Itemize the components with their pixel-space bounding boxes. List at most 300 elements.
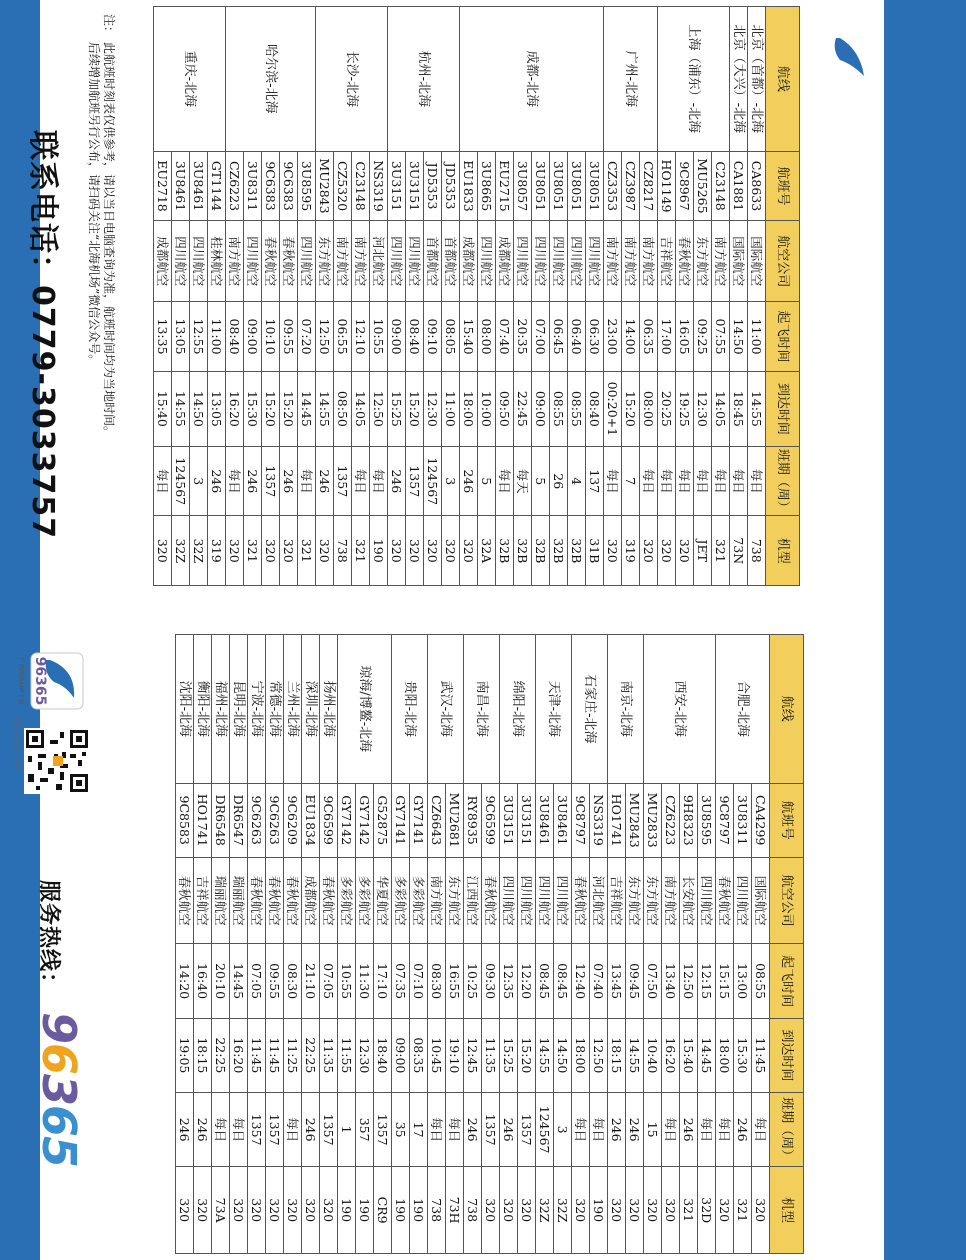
column-header: 航班号 bbox=[770, 783, 804, 857]
departure-time-cell: 10:25 bbox=[464, 944, 482, 1018]
aircraft-type-cell: 320 bbox=[316, 516, 334, 586]
arrival-time-cell: 15:20 bbox=[262, 371, 280, 446]
airline-cell: 南方航空 bbox=[226, 221, 244, 302]
aircraft-type-cell: 320 bbox=[320, 1167, 338, 1254]
airline-cell: 国际航空 bbox=[730, 221, 748, 302]
aircraft-type-cell: 320 bbox=[460, 516, 478, 586]
arrival-time-cell: 14:50 bbox=[190, 371, 208, 446]
aircraft-type-cell: 73A bbox=[212, 1167, 230, 1254]
arrival-time-cell: 08:40 bbox=[586, 371, 604, 446]
flight-number-cell: 3U8051 bbox=[568, 151, 586, 220]
arrival-time-cell: 18:15 bbox=[608, 1018, 626, 1092]
departure-time-cell: 10:55 bbox=[370, 302, 388, 371]
route-cell: 石家庄-北海 bbox=[572, 635, 608, 784]
arrival-time-cell: 18:00 bbox=[716, 1018, 734, 1092]
weekly-schedule-cell: 15 bbox=[644, 1093, 662, 1167]
airline-cell: 四川航空 bbox=[586, 221, 604, 302]
aircraft-type-cell: CR9 bbox=[374, 1167, 392, 1254]
airline-cell: 南方航空 bbox=[712, 221, 730, 302]
flight-number-cell: 9C6209 bbox=[284, 783, 302, 857]
table-row bbox=[730, 7, 748, 586]
weekly-schedule-cell: 1357 bbox=[248, 1093, 266, 1167]
flight-number-cell: CZ3353 bbox=[604, 151, 622, 220]
departure-time-cell: 23:00 bbox=[604, 302, 622, 371]
weekly-schedule-cell: 每日 bbox=[154, 447, 172, 516]
flight-number-cell: HO1149 bbox=[658, 151, 676, 220]
departure-time-cell: 08:05 bbox=[442, 302, 460, 371]
arrival-time-cell: 10:40 bbox=[644, 1018, 662, 1092]
departure-time-cell: 21:10 bbox=[302, 944, 320, 1018]
flight-number-cell: EU2718 bbox=[154, 151, 172, 220]
arrival-time-cell: 15:20 bbox=[280, 371, 298, 446]
column-header: 航空公司 bbox=[766, 221, 800, 302]
flight-number-cell: CZ6643 bbox=[428, 783, 446, 857]
route-cell: 宁波-北海 bbox=[248, 635, 266, 784]
table-row bbox=[302, 635, 320, 1254]
departure-time-cell: 20:10 bbox=[212, 944, 230, 1018]
airline-cell: 吉祥航空 bbox=[658, 221, 676, 302]
airline-cell: 春秋航空 bbox=[248, 857, 266, 944]
table-row bbox=[748, 7, 766, 586]
flight-number-cell: CZ8217 bbox=[640, 151, 658, 220]
aircraft-type-cell: 320 bbox=[644, 1167, 662, 1254]
flight-number-cell: GY7141 bbox=[410, 783, 428, 857]
flight-number-cell: 3U3151 bbox=[518, 783, 536, 857]
weekly-schedule-cell: 246 bbox=[500, 1093, 518, 1167]
flight-number-cell: C23148 bbox=[712, 151, 730, 220]
arrival-time-cell: 15:30 bbox=[244, 371, 262, 446]
table-row bbox=[284, 635, 302, 1254]
route-cell: 北京（大兴）-北海 bbox=[730, 7, 748, 152]
departure-time-cell: 13:40 bbox=[662, 944, 680, 1018]
flight-number-cell: GT1144 bbox=[208, 151, 226, 220]
airline-cell: 首都航空 bbox=[442, 221, 460, 302]
flight-number-cell: CA1881 bbox=[730, 151, 748, 220]
arrival-time-cell: 11:35 bbox=[482, 1018, 500, 1092]
departure-time-cell: 07:20 bbox=[298, 302, 316, 371]
arrival-time-cell: 18:15 bbox=[194, 1018, 212, 1092]
flight-number-cell: HO1741 bbox=[194, 783, 212, 857]
table-header-row bbox=[766, 7, 800, 586]
weekly-schedule-cell: 246 bbox=[608, 1093, 626, 1167]
flight-number-cell: 3U3151 bbox=[388, 151, 406, 220]
flight-number-cell: MU2843 bbox=[626, 783, 644, 857]
departure-time-cell: 08:55 bbox=[752, 944, 770, 1018]
aircraft-type-cell: 319 bbox=[208, 516, 226, 586]
table-row bbox=[248, 635, 266, 1254]
flight-number-cell: G52875 bbox=[374, 783, 392, 857]
weekly-schedule-cell: 每日 bbox=[640, 447, 658, 516]
app-download[interactable] bbox=[16, 652, 84, 710]
airline-cell: 南方航空 bbox=[428, 857, 446, 944]
table-row bbox=[482, 635, 500, 1254]
arrival-time-cell: 22:25 bbox=[212, 1018, 230, 1092]
column-header: 航班号 bbox=[766, 151, 800, 220]
departure-time-cell: 09:55 bbox=[280, 302, 298, 371]
arrival-time-cell: 08:50 bbox=[334, 371, 352, 446]
airline-cell: 四川航空 bbox=[518, 857, 536, 944]
departure-time-cell: 14:00 bbox=[622, 302, 640, 371]
departure-time-cell: 09:10 bbox=[424, 302, 442, 371]
departure-time-cell: 08:45 bbox=[536, 944, 554, 1018]
departure-time-cell: 11:00 bbox=[208, 302, 226, 371]
flight-number-cell: 9C6599 bbox=[320, 783, 338, 857]
flight-number-cell: 9C6383 bbox=[262, 151, 280, 220]
airline-cell: 国际航空 bbox=[752, 857, 770, 944]
departure-time-cell: 09:00 bbox=[388, 302, 406, 371]
aircraft-type-cell: 32B bbox=[496, 516, 514, 586]
arrival-time-cell: 16:20 bbox=[226, 371, 244, 446]
flight-number-cell: MU2833 bbox=[644, 783, 662, 857]
aircraft-type-cell: 73N bbox=[730, 516, 748, 586]
weekly-schedule-cell: 4 bbox=[568, 447, 586, 516]
airline-cell: 四川航空 bbox=[734, 857, 752, 944]
airline-cell: 多彩航空 bbox=[356, 857, 374, 944]
column-header: 航线 bbox=[770, 635, 804, 784]
arrival-time-cell: 22:25 bbox=[302, 1018, 320, 1092]
weekly-schedule-cell: 每日 bbox=[370, 447, 388, 516]
arrival-time-cell: 12:45 bbox=[464, 1018, 482, 1092]
departure-time-cell: 06:45 bbox=[550, 302, 568, 371]
airline-cell: 春秋航空 bbox=[716, 857, 734, 944]
departure-time-cell: 08:30 bbox=[428, 944, 446, 1018]
weekly-schedule-cell: 每日 bbox=[572, 1093, 590, 1167]
flight-number-cell: 3U8461 bbox=[190, 151, 208, 220]
departure-time-cell: 12:15 bbox=[698, 944, 716, 1018]
airline-cell: 首都航空 bbox=[424, 221, 442, 302]
departure-time-cell: 13:05 bbox=[172, 302, 190, 371]
route-cell: 北京（首都）-北海 bbox=[748, 7, 766, 152]
weekly-schedule-cell: 246 bbox=[176, 1093, 194, 1167]
footnote-line-2: 后续增加航班另行公布，请扫码关注“北海机场”微信公众号。 bbox=[87, 42, 101, 367]
aircraft-type-cell: 320 bbox=[154, 516, 172, 586]
table-row bbox=[712, 7, 730, 586]
departure-time-cell: 11:00 bbox=[748, 302, 766, 371]
airline-cell: 春秋航空 bbox=[572, 857, 590, 944]
airline-cell: 南方航空 bbox=[622, 221, 640, 302]
airline-cell: 国际航空 bbox=[748, 221, 766, 302]
departure-time-cell: 17:10 bbox=[374, 944, 392, 1018]
weekly-schedule-cell: 每日 bbox=[698, 1093, 716, 1167]
departure-time-cell: 11:30 bbox=[356, 944, 374, 1018]
flight-number-cell: GY7141 bbox=[392, 783, 410, 857]
arrival-time-cell: 09:00 bbox=[532, 371, 550, 446]
flight-number-cell: C23148 bbox=[352, 151, 370, 220]
table-row bbox=[698, 635, 716, 1254]
weekly-schedule-cell: 5 bbox=[478, 447, 496, 516]
airline-cell: 瑞丽航空 bbox=[230, 857, 248, 944]
weekly-schedule-cell: 246 bbox=[208, 447, 226, 516]
aircraft-type-cell: 738 bbox=[464, 1167, 482, 1254]
column-header: 班期（周） bbox=[766, 447, 800, 516]
aircraft-type-cell: 190 bbox=[590, 1167, 608, 1254]
route-cell: 上海（浦东）-北海 bbox=[658, 7, 730, 152]
airline-cell: 四川航空 bbox=[190, 221, 208, 302]
aircraft-type-cell: 190 bbox=[338, 1167, 356, 1254]
flight-number-cell: 3U8051 bbox=[550, 151, 568, 220]
table-row bbox=[374, 635, 392, 1254]
arrival-time-cell: 15:40 bbox=[154, 371, 172, 446]
aircraft-type-cell: 32Z bbox=[554, 1167, 572, 1254]
airline-cell: 东方航空 bbox=[446, 857, 464, 944]
route-cell: 杭州-北海 bbox=[388, 7, 460, 152]
airline-cell: 江西航空 bbox=[464, 857, 482, 944]
arrival-time-cell: 18:00 bbox=[460, 371, 478, 446]
route-cell: 常德-北海 bbox=[266, 635, 284, 784]
flight-number-cell: 3U8665 bbox=[478, 151, 496, 220]
route-cell: 西安-北海 bbox=[644, 635, 716, 784]
aircraft-type-cell: 320 bbox=[518, 1167, 536, 1254]
arrival-time-cell: 15:30 bbox=[734, 1018, 752, 1092]
departure-time-cell: 20:35 bbox=[514, 302, 532, 371]
aircraft-type-cell: 738 bbox=[334, 516, 352, 586]
departure-time-cell: 09:25 bbox=[694, 302, 712, 371]
app-download-label: 广西机场APP下载 bbox=[17, 657, 24, 705]
flight-number-cell: 3U8461 bbox=[536, 783, 554, 857]
arrival-time-cell: 15:20 bbox=[622, 371, 640, 446]
weekly-schedule-cell: 1357 bbox=[374, 1093, 392, 1167]
aircraft-type-cell: 320 bbox=[176, 1167, 194, 1254]
airline-cell: 四川航空 bbox=[550, 221, 568, 302]
airline-cell: 南方航空 bbox=[662, 857, 680, 944]
departure-time-cell: 08:30 bbox=[284, 944, 302, 1018]
weekly-schedule-cell: 1357 bbox=[406, 447, 424, 516]
route-cell: 昆明-北海 bbox=[230, 635, 248, 784]
route-cell: 重庆-北海 bbox=[154, 7, 226, 152]
arrival-time-cell: 15:20 bbox=[518, 1018, 536, 1092]
flight-number-cell: 3U8311 bbox=[734, 783, 752, 857]
departure-time-cell: 12:10 bbox=[352, 302, 370, 371]
weekly-schedule-cell: 35 bbox=[392, 1093, 410, 1167]
aircraft-type-cell: 321 bbox=[352, 516, 370, 586]
title-highlight: 进港 bbox=[852, 999, 882, 1052]
arrival-time-cell: 19:25 bbox=[676, 371, 694, 446]
weekly-schedule-cell: 124567 bbox=[536, 1093, 554, 1167]
flight-number-cell: 3U8311 bbox=[244, 151, 262, 220]
table-row bbox=[590, 635, 608, 1254]
route-cell: 琼海/博鳌-北海 bbox=[338, 635, 392, 784]
aircraft-type-cell: 32Z bbox=[172, 516, 190, 586]
aircraft-type-cell: 320 bbox=[626, 1167, 644, 1254]
arrival-time-cell: 14:55 bbox=[172, 371, 190, 446]
flight-number-cell: 9C8967 bbox=[676, 151, 694, 220]
route-cell: 南昌-北海 bbox=[464, 635, 500, 784]
table-row bbox=[194, 635, 212, 1254]
departure-time-cell: 08:40 bbox=[406, 302, 424, 371]
weekly-schedule-cell: 每日 bbox=[712, 447, 730, 516]
airline-cell: 多彩航空 bbox=[338, 857, 356, 944]
weekly-schedule-cell: 124567 bbox=[424, 447, 442, 516]
airline-cell: 长安航空 bbox=[680, 857, 698, 944]
arrival-time-cell: 12:30 bbox=[694, 371, 712, 446]
arrival-time-cell: 16:20 bbox=[662, 1018, 680, 1092]
route-cell: 哈尔滨-北海 bbox=[226, 7, 316, 152]
airline-cell: 多彩航空 bbox=[410, 857, 428, 944]
schedule-table-right bbox=[175, 634, 804, 1254]
flight-number-cell: 9H8323 bbox=[680, 783, 698, 857]
qr-code-icon[interactable] bbox=[24, 728, 90, 794]
airline-cell: 东方航空 bbox=[626, 857, 644, 944]
airline-cell: 春秋航空 bbox=[262, 221, 280, 302]
airport-logo-icon bbox=[822, 20, 880, 98]
aircraft-type-cell: 32B bbox=[532, 516, 550, 586]
table-row bbox=[266, 635, 284, 1254]
arrival-time-cell: 14:05 bbox=[352, 371, 370, 446]
route-cell: 深圳-北海 bbox=[302, 635, 320, 784]
table-row bbox=[230, 635, 248, 1254]
departure-time-cell: 15:15 bbox=[716, 944, 734, 1018]
airline-cell: 四川航空 bbox=[568, 221, 586, 302]
flight-number-cell: 9C8583 bbox=[176, 783, 194, 857]
table-row bbox=[410, 635, 428, 1254]
arrival-time-cell: 11:25 bbox=[284, 1018, 302, 1092]
weekly-schedule-cell: 1357 bbox=[482, 1093, 500, 1167]
airline-cell: 东方航空 bbox=[694, 221, 712, 302]
company-name bbox=[842, 106, 878, 666]
flight-number-cell: 3U8051 bbox=[532, 151, 550, 220]
table-row bbox=[518, 635, 536, 1254]
arrival-time-cell: 08:55 bbox=[550, 371, 568, 446]
flight-number-cell: 3U8461 bbox=[172, 151, 190, 220]
airline-cell: 春秋航空 bbox=[176, 857, 194, 944]
weekly-schedule-cell: 每日 bbox=[226, 447, 244, 516]
aircraft-type-cell: 320 bbox=[658, 516, 676, 586]
aircraft-type-cell: 320 bbox=[608, 1167, 626, 1254]
airline-cell: 多彩航空 bbox=[392, 857, 410, 944]
hotline-digits-65: 65 bbox=[32, 1105, 86, 1168]
departure-time-cell: 06:55 bbox=[334, 302, 352, 371]
weekly-schedule-cell: 3 bbox=[442, 447, 460, 516]
arrival-time-cell: 08:00 bbox=[640, 371, 658, 446]
aircraft-type-cell: 32Z bbox=[190, 516, 208, 586]
title-prefix: 北海机场2020年冬春季航班 bbox=[854, 774, 875, 1000]
airline-cell: 瑞丽航空 bbox=[212, 857, 230, 944]
table-row bbox=[298, 7, 316, 586]
arrival-time-cell: 13:05 bbox=[208, 371, 226, 446]
arrival-time-cell: 15:40 bbox=[680, 1018, 698, 1092]
aircraft-type-cell: 320 bbox=[572, 1167, 590, 1254]
flight-number-cell: MU2681 bbox=[446, 783, 464, 857]
arrival-time-cell: 14:45 bbox=[698, 1018, 716, 1092]
weekly-schedule-cell: 每日 bbox=[676, 447, 694, 516]
departure-time-cell: 13:35 bbox=[154, 302, 172, 371]
airline-cell: 四川航空 bbox=[532, 221, 550, 302]
route-cell: 南京-北海 bbox=[608, 635, 644, 784]
column-header: 航线 bbox=[766, 7, 800, 152]
departure-time-cell: 07:05 bbox=[320, 944, 338, 1018]
weekly-schedule-cell: 7 bbox=[622, 447, 640, 516]
brand-band-right bbox=[884, 0, 966, 1260]
aircraft-type-cell: 320 bbox=[640, 516, 658, 586]
weekly-schedule-cell: 246 bbox=[244, 447, 262, 516]
airline-cell: 春秋航空 bbox=[320, 857, 338, 944]
airline-cell: 河北航空 bbox=[590, 857, 608, 944]
arrival-time-cell: 12:50 bbox=[370, 371, 388, 446]
weekly-schedule-cell: 每日 bbox=[212, 1093, 230, 1167]
weekly-schedule-cell: 246 bbox=[464, 1093, 482, 1167]
arrival-time-cell: 19:10 bbox=[446, 1018, 464, 1092]
weekly-schedule-cell: 246 bbox=[194, 1093, 212, 1167]
weekly-schedule-cell: 每日 bbox=[446, 1093, 464, 1167]
column-header: 机型 bbox=[770, 1167, 804, 1254]
airline-cell: 南方航空 bbox=[352, 221, 370, 302]
airline-cell: 吉祥航空 bbox=[608, 857, 626, 944]
airline-cell: 河北航空 bbox=[370, 221, 388, 302]
column-header: 航空公司 bbox=[770, 857, 804, 944]
weekly-schedule-cell: 246 bbox=[734, 1093, 752, 1167]
aircraft-type-cell: 319 bbox=[622, 516, 640, 586]
aircraft-type-cell: 321 bbox=[680, 1167, 698, 1254]
airline-cell: 四川航空 bbox=[244, 221, 262, 302]
flight-number-cell: CZ3987 bbox=[622, 151, 640, 220]
airline-cell: 成都航空 bbox=[460, 221, 478, 302]
table-row bbox=[442, 7, 460, 586]
table-row bbox=[370, 7, 388, 586]
flight-number-cell: JD5353 bbox=[442, 151, 460, 220]
route-cell: 贵阳-北海 bbox=[392, 635, 428, 784]
airline-cell: 四川航空 bbox=[172, 221, 190, 302]
route-cell: 绵阳-北海 bbox=[500, 635, 536, 784]
departure-time-cell: 16:05 bbox=[676, 302, 694, 371]
departure-time-cell: 13:45 bbox=[608, 944, 626, 1018]
company-name-cn: 广西机场管理集团北海福成机场有限公司 bbox=[860, 106, 878, 386]
aircraft-type-cell: 320 bbox=[482, 1167, 500, 1254]
flight-number-cell: CA4299 bbox=[752, 783, 770, 857]
aircraft-type-cell: 320 bbox=[226, 516, 244, 586]
arrival-time-cell: 09:50 bbox=[496, 371, 514, 446]
aircraft-type-cell: 320 bbox=[302, 1167, 320, 1254]
weekly-schedule-cell: 每日 bbox=[748, 447, 766, 516]
flight-number-cell: JD5353 bbox=[424, 151, 442, 220]
route-cell: 广州-北海 bbox=[604, 7, 658, 152]
weekly-schedule-cell: 5 bbox=[532, 447, 550, 516]
weekly-schedule-cell: 每日 bbox=[716, 1093, 734, 1167]
arrival-time-cell: 18:40 bbox=[374, 1018, 392, 1092]
flight-number-cell: NS3319 bbox=[370, 151, 388, 220]
airline-cell: 吉祥航空 bbox=[194, 857, 212, 944]
aircraft-type-cell: 320 bbox=[662, 1167, 680, 1254]
airline-cell: 东方航空 bbox=[316, 221, 334, 302]
aircraft-type-cell: 321 bbox=[712, 516, 730, 586]
flight-number-cell: RY8935 bbox=[464, 783, 482, 857]
airline-cell: 春秋航空 bbox=[266, 857, 284, 944]
arrival-time-cell: 11:35 bbox=[320, 1018, 338, 1092]
aircraft-type-cell: 320 bbox=[676, 516, 694, 586]
aircraft-type-cell: 320 bbox=[406, 516, 424, 586]
departure-time-cell: 07:35 bbox=[392, 944, 410, 1018]
departure-time-cell: 17:00 bbox=[658, 302, 676, 371]
route-cell: 天津-北海 bbox=[536, 635, 572, 784]
departure-time-cell: 09:45 bbox=[626, 944, 644, 1018]
aircraft-type-cell: 321 bbox=[734, 1167, 752, 1254]
airline-cell: 四川航空 bbox=[298, 221, 316, 302]
flight-number-cell: NS3319 bbox=[590, 783, 608, 857]
arrival-time-cell: 12:50 bbox=[590, 1018, 608, 1092]
airline-cell: 桂林航空 bbox=[208, 221, 226, 302]
column-header: 到达时间 bbox=[770, 1018, 804, 1092]
route-cell: 扬州-北海 bbox=[320, 635, 338, 784]
arrival-time-cell: 18:45 bbox=[730, 371, 748, 446]
aircraft-type-cell: 320 bbox=[284, 1167, 302, 1254]
weekly-schedule-cell: 1357 bbox=[334, 447, 352, 516]
weekly-schedule-cell: 每日 bbox=[352, 447, 370, 516]
weekly-schedule-cell: 1357 bbox=[266, 1093, 284, 1167]
aircraft-type-cell: 32A bbox=[478, 516, 496, 586]
airline-cell: 南方航空 bbox=[604, 221, 622, 302]
arrival-time-cell: 08:55 bbox=[568, 371, 586, 446]
weekly-schedule-cell: 26 bbox=[550, 447, 568, 516]
aircraft-type-cell: 320 bbox=[230, 1167, 248, 1254]
